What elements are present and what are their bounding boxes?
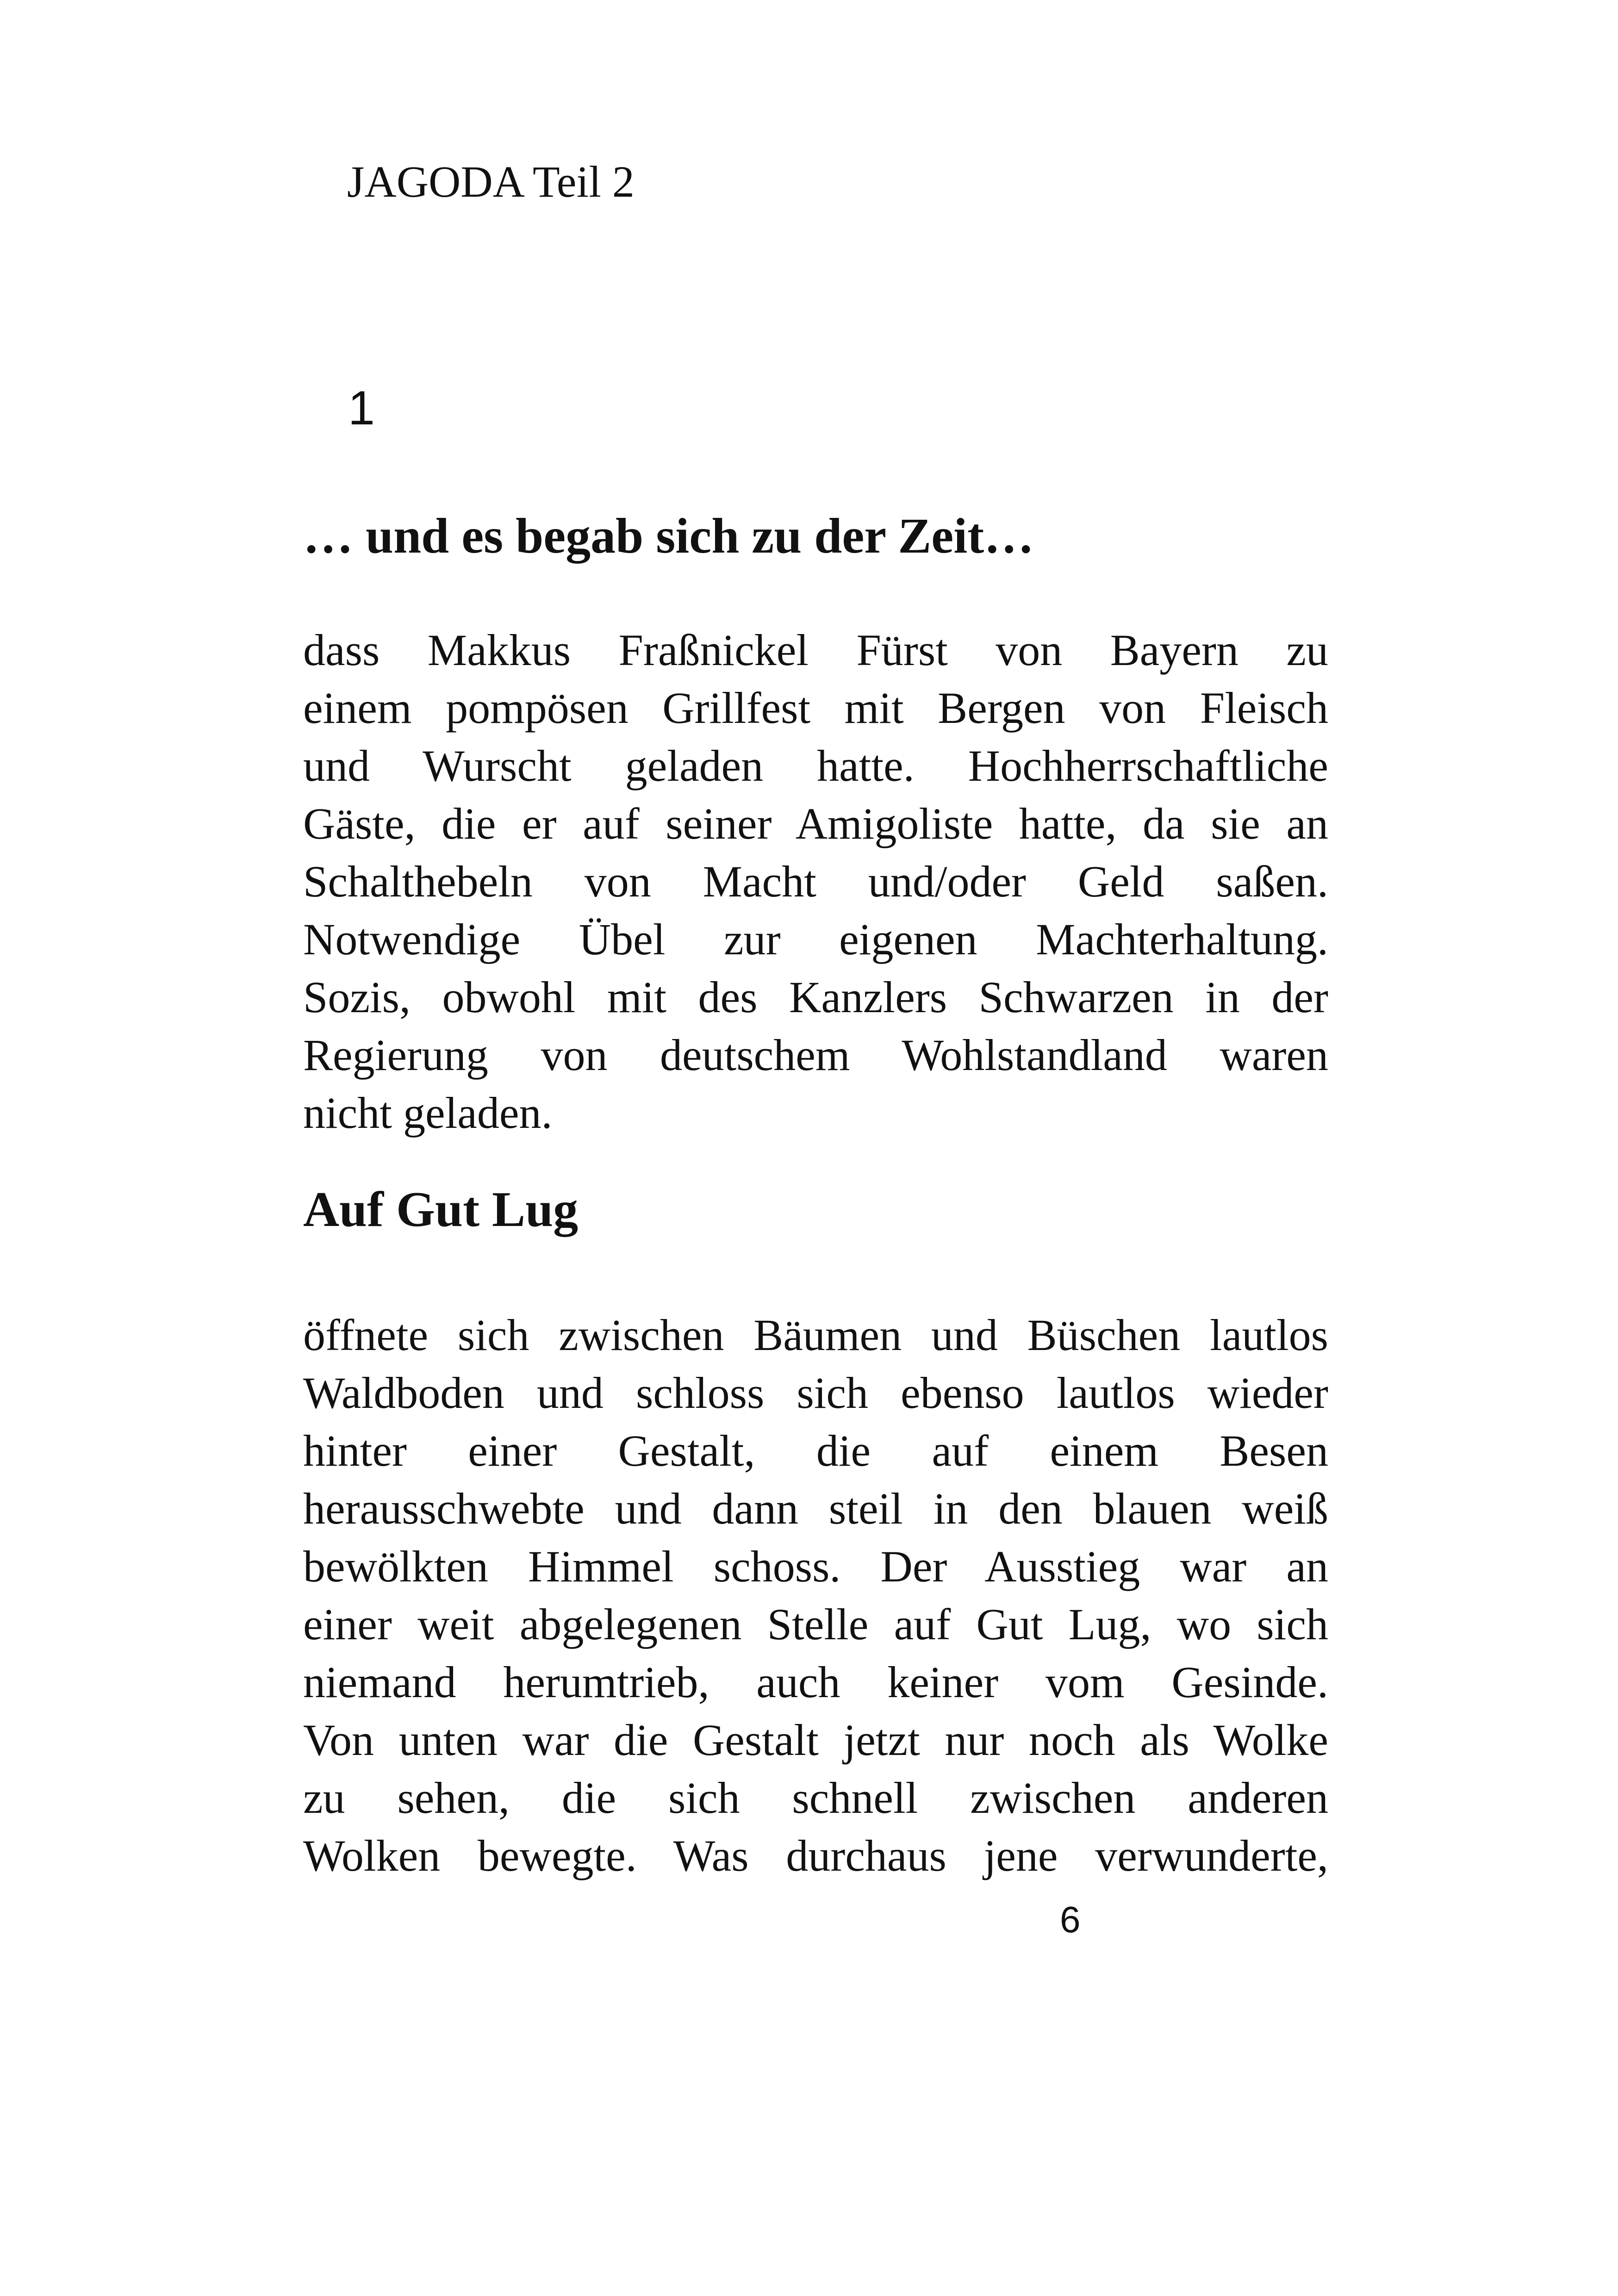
section-heading: Auf Gut Lug [303,1182,579,1237]
text-line: herausschwebte und dann steil in den blauen weiß [303,1484,1328,1533]
paragraph [303,1306,1328,1885]
section-heading: … und es begab sich zu der Zeit… [303,509,1034,564]
text-line: niemand herumtrieb, auch keiner vom Gesinde. [303,1657,1328,1707]
running-head: JAGODA Teil 2 [347,157,635,206]
text-line: Regierung von deutschem Wohlstandland waren [303,1030,1328,1080]
text-line: Wolken bewegte. Was durchaus jene verwunderte, [303,1831,1328,1880]
text-line: Notwendige Übel zur eigenen Machterhaltung. [303,915,1328,964]
text-line: nicht geladen. [303,1088,553,1138]
text-line: Gäste, die er auf seiner Amigoliste hatte, da sie an [303,799,1328,848]
text-line: hinter einer Gestalt, die auf einem Besen [303,1426,1328,1475]
paragraph [303,621,1328,1142]
text-line: dass Makkus Fraßnickel Fürst von Bayern zu [303,625,1328,675]
text-line: und Wurscht geladen hatte. Hochherrschaftliche [303,741,1328,790]
text-line: zu sehen, die sich schnell zwischen anderen [303,1773,1328,1823]
text-line: Von unten war die Gestalt jetzt nur noch als Wolke [303,1715,1328,1765]
text-line: einem pompösen Grillfest mit Bergen von Fleisch [303,683,1328,733]
text-line: bewölkten Himmel schoss. Der Ausstieg war an [303,1542,1328,1591]
page-number: 6 [1060,1899,1081,1940]
text-line: Waldboden und schloss sich ebenso lautlos wieder [303,1368,1328,1418]
text-line: Sozis, obwohl mit des Kanzlers Schwarzen in der [303,972,1328,1022]
text-line: Schalthebeln von Macht und/oder Geld saßen. [303,857,1328,906]
text-line: öffnete sich zwischen Bäumen und Büschen lautlos [303,1310,1328,1360]
chapter-number: 1 [348,381,375,435]
text-line: einer weit abgelegenen Stelle auf Gut Lug, wo sich [303,1599,1328,1649]
